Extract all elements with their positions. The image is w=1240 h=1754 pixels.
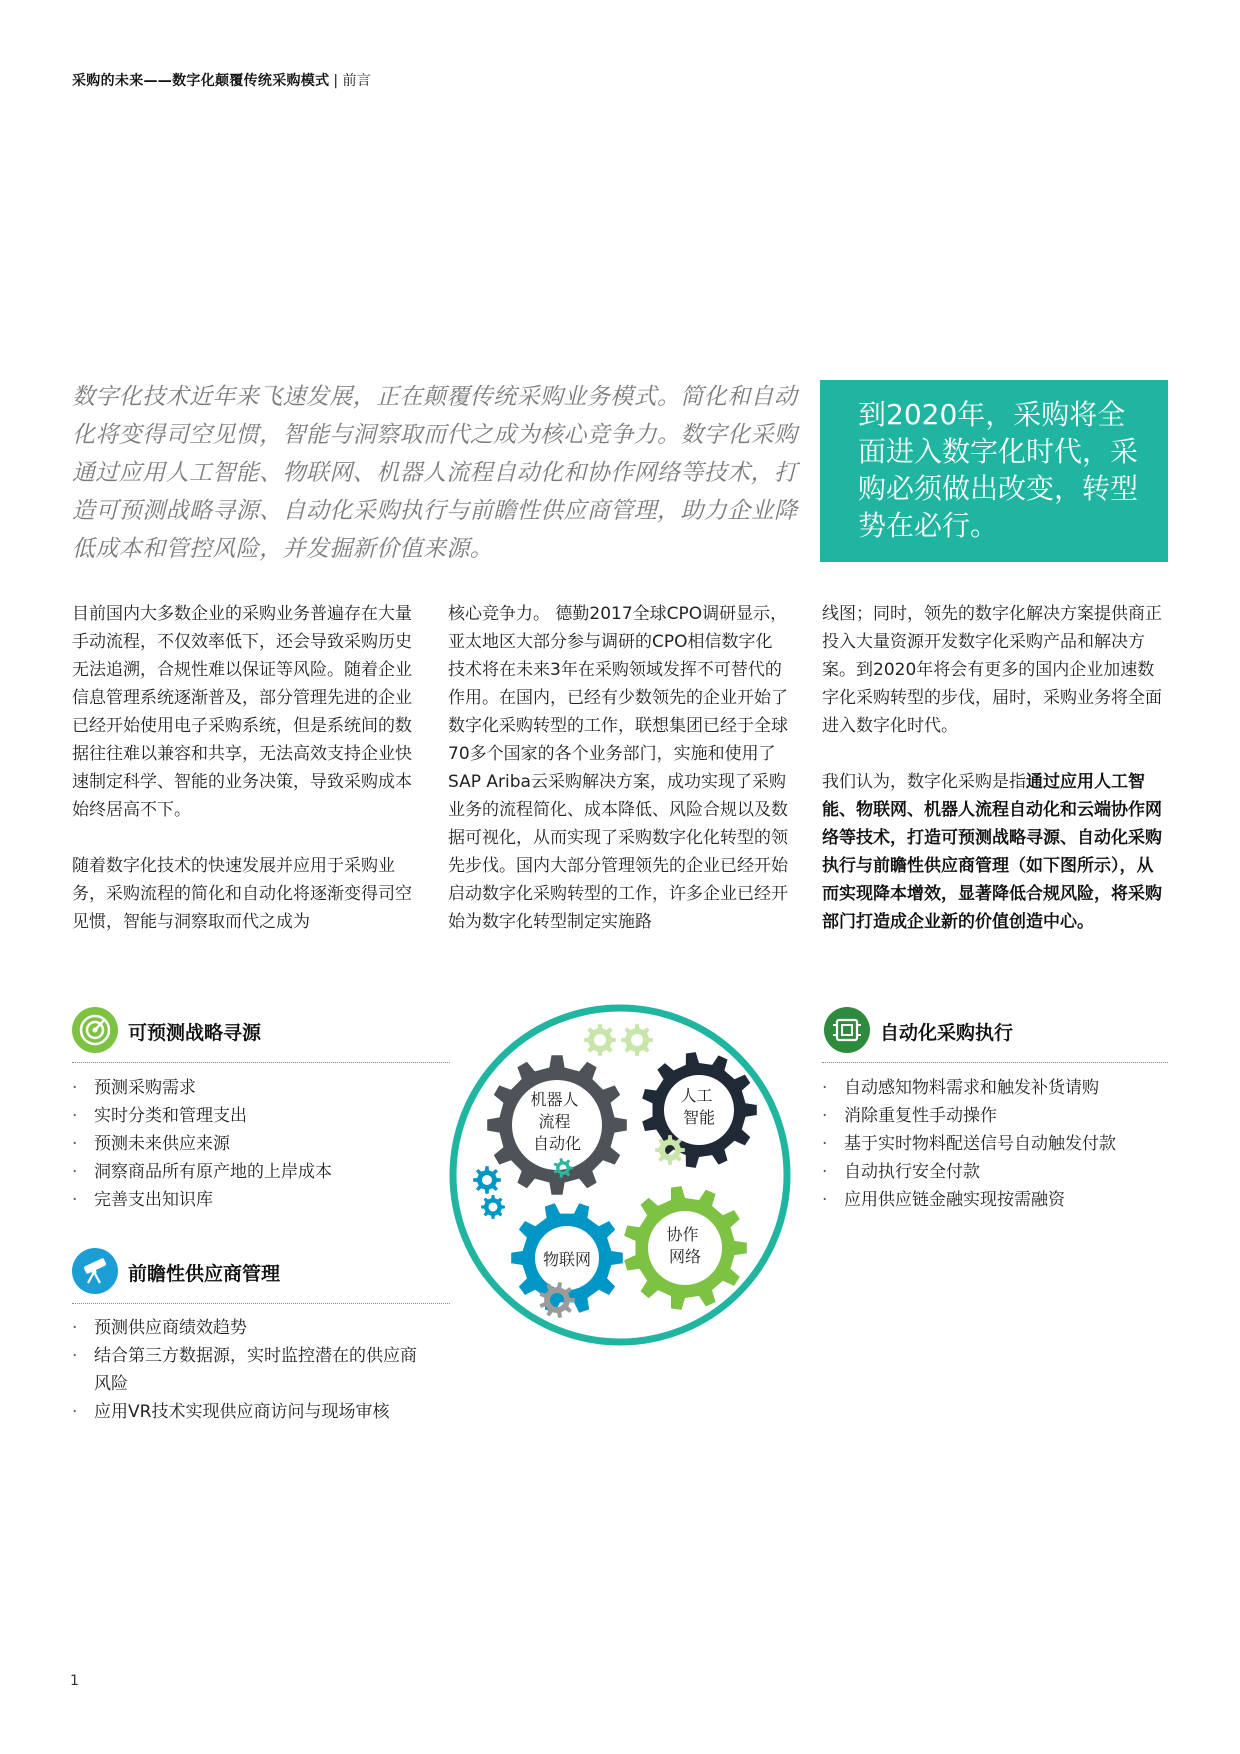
list-item: · 预测采购需求 — [72, 1074, 452, 1102]
header-separator: | — [333, 73, 339, 89]
svg-text:机器人 流程 自动化 — [530, 1090, 583, 1153]
outer-ring — [453, 1008, 787, 1342]
document-title: 采购的未来——数字化颠覆传统采购模式 — [72, 73, 330, 89]
gear-ai-label-2: 智能 — [682, 1108, 716, 1127]
gear-network-label-2: 网络 — [668, 1247, 702, 1266]
bold-definition: 通过应用人工智能、物联网、机器人流程自动化和云端协作网络等技术，打造可预测战略寻源、自动化采购执行与前瞻性供应商管理（如下图所示），从而实现降本增效，显著降低合规风险，将采购部门打造成企业新的价值创造中心。 — [822, 772, 1162, 932]
body-column-3 — [822, 600, 1162, 964]
chip-icon — [824, 1007, 870, 1053]
divider — [72, 1062, 450, 1063]
list-item: · 完善支出知识库 — [72, 1186, 452, 1214]
svg-text:人工 智能 — [680, 1086, 717, 1127]
gear-rpa-label-1: 机器人 — [530, 1090, 579, 1109]
list-item: · 基于实时物料配送信号自动触发付款 — [822, 1130, 1168, 1158]
small-gear-icon — [481, 1195, 505, 1219]
list-item: · 消除重复性手动操作 — [822, 1102, 1168, 1130]
gear-rpa — [487, 1055, 627, 1195]
paragraph-lead: 我们认为，数字化采购是指 — [822, 772, 1026, 792]
list-item: · 实时分类和管理支出 — [72, 1102, 452, 1130]
gear-network — [624, 1186, 747, 1310]
section-name: 前言 — [342, 73, 372, 89]
paragraph: 线图；同时，领先的数字化解决方案提供商正投入大量资源开发数字化采购产品和解决方案。到2020年将会有更多的国内企业加速数字化采购转型的步伐，届时，采购业务将全面进入数字化时代。 — [822, 604, 1162, 736]
list-item: · 预测未来供应来源 — [72, 1130, 452, 1158]
target-icon — [72, 1007, 118, 1053]
callout-box — [820, 380, 1168, 562]
list-item: · 洞察商品所有原产地的上岸成本 — [72, 1158, 452, 1186]
supplier-list — [72, 1314, 432, 1426]
small-gear-icon — [621, 1024, 653, 1056]
page-number: 1 — [70, 1673, 79, 1689]
body-column-2 — [448, 600, 788, 964]
divider — [72, 1303, 450, 1304]
telescope-icon — [72, 1248, 118, 1294]
list-item: · 应用供应链金融实现按需融资 — [822, 1186, 1168, 1214]
list-item: · 应用VR技术实现供应商访问与现场审核 — [72, 1398, 432, 1426]
body-column-1 — [72, 600, 412, 964]
execution-list — [822, 1074, 1168, 1214]
intro-paragraph: 数字化技术近年来飞速发展，正在颠覆传统采购业务模式。简化和自动化将变得司空见惯，智能与洞察取而代之成为核心竞争力。数字化采购通过应用人工智能、物联网、机器人流程自动化和协作网络等技术，打造可预测战略寻源、自动化采购执行与前瞻性供应商管理，助力企业降低成本和管控风险，并发掘新价值来源。 — [72, 384, 798, 562]
small-gear-icon — [473, 1166, 501, 1194]
list-item: · 自动执行安全付款 — [822, 1158, 1168, 1186]
section-title-sourcing: 可预测战略寻源 — [128, 1022, 262, 1044]
paragraph: 随着数字化技术的快速发展并应用于采购业务，采购流程的简化和自动化将逐渐变得司空见惯，智能与洞察取而代之成为 — [72, 856, 412, 932]
list-item: · 预测供应商绩效趋势 — [72, 1314, 432, 1342]
gear-rpa-label-2: 流程 — [538, 1112, 571, 1131]
list-item: · 自动感知物料需求和触发补货请购 — [822, 1074, 1168, 1102]
gear-diagram — [445, 1000, 795, 1350]
sourcing-list — [72, 1074, 452, 1214]
gear-network-label-1: 协作 — [666, 1225, 699, 1244]
small-gear-icon — [584, 1024, 616, 1056]
paragraph: 目前国内大多数企业的采购业务普遍存在大量手动流程，不仅效率低下，还会导致采购历史无法追溯，合规性难以保证等风险。随着企业信息管理系统逐渐普及，部分管理先进的企业已经开始使用电子采购系统，但是系统间的数据往往难以兼容和共享，无法高效支持企业快速制定科学、智能的业务决策，导致采购成本始终居高不下。 — [72, 604, 412, 820]
callout-text: 到2020年，采购将全面进入数字化时代，采购必须做出改变，转型势在必行。 — [858, 398, 1139, 542]
svg-text:协作 网络 — [666, 1225, 703, 1266]
gear-rpa-label-3: 自动化 — [532, 1134, 582, 1153]
paragraph: 核心竞争力。 德勤2017全球CPO调研显示，亚太地区大部分参与调研的CPO相信数字化技术将在未来3年在采购领域发挥不可替代的作用。在国内，已经有少数领先的企业开始了数字化采购转型的工作，联想集团已经于全球70多个国家的各个业务部门，实施和使用了SAP Ariba云采购解决方案，成功实现了采购业务的流程简化、成本降低、风险合规以及数据可视化，从而实现了采购数字化化转型的领先步伐。国内大部分管理领先的企业已经开始启动数字化采购转型的工作，许多企业已经开始为数字化转型制定实施路 — [448, 604, 788, 932]
gear-ai-label-1: 人工 — [680, 1086, 713, 1105]
gear-iot-label: 物联网 — [542, 1250, 592, 1269]
running-header — [72, 70, 371, 90]
list-item: · 结合第三方数据源，实时监控潜在的供应商风险 — [72, 1342, 432, 1398]
divider — [822, 1062, 1168, 1063]
section-title-execution: 自动化采购执行 — [880, 1022, 1014, 1044]
section-title-supplier: 前瞻性供应商管理 — [128, 1263, 281, 1285]
paragraph — [822, 768, 1162, 936]
